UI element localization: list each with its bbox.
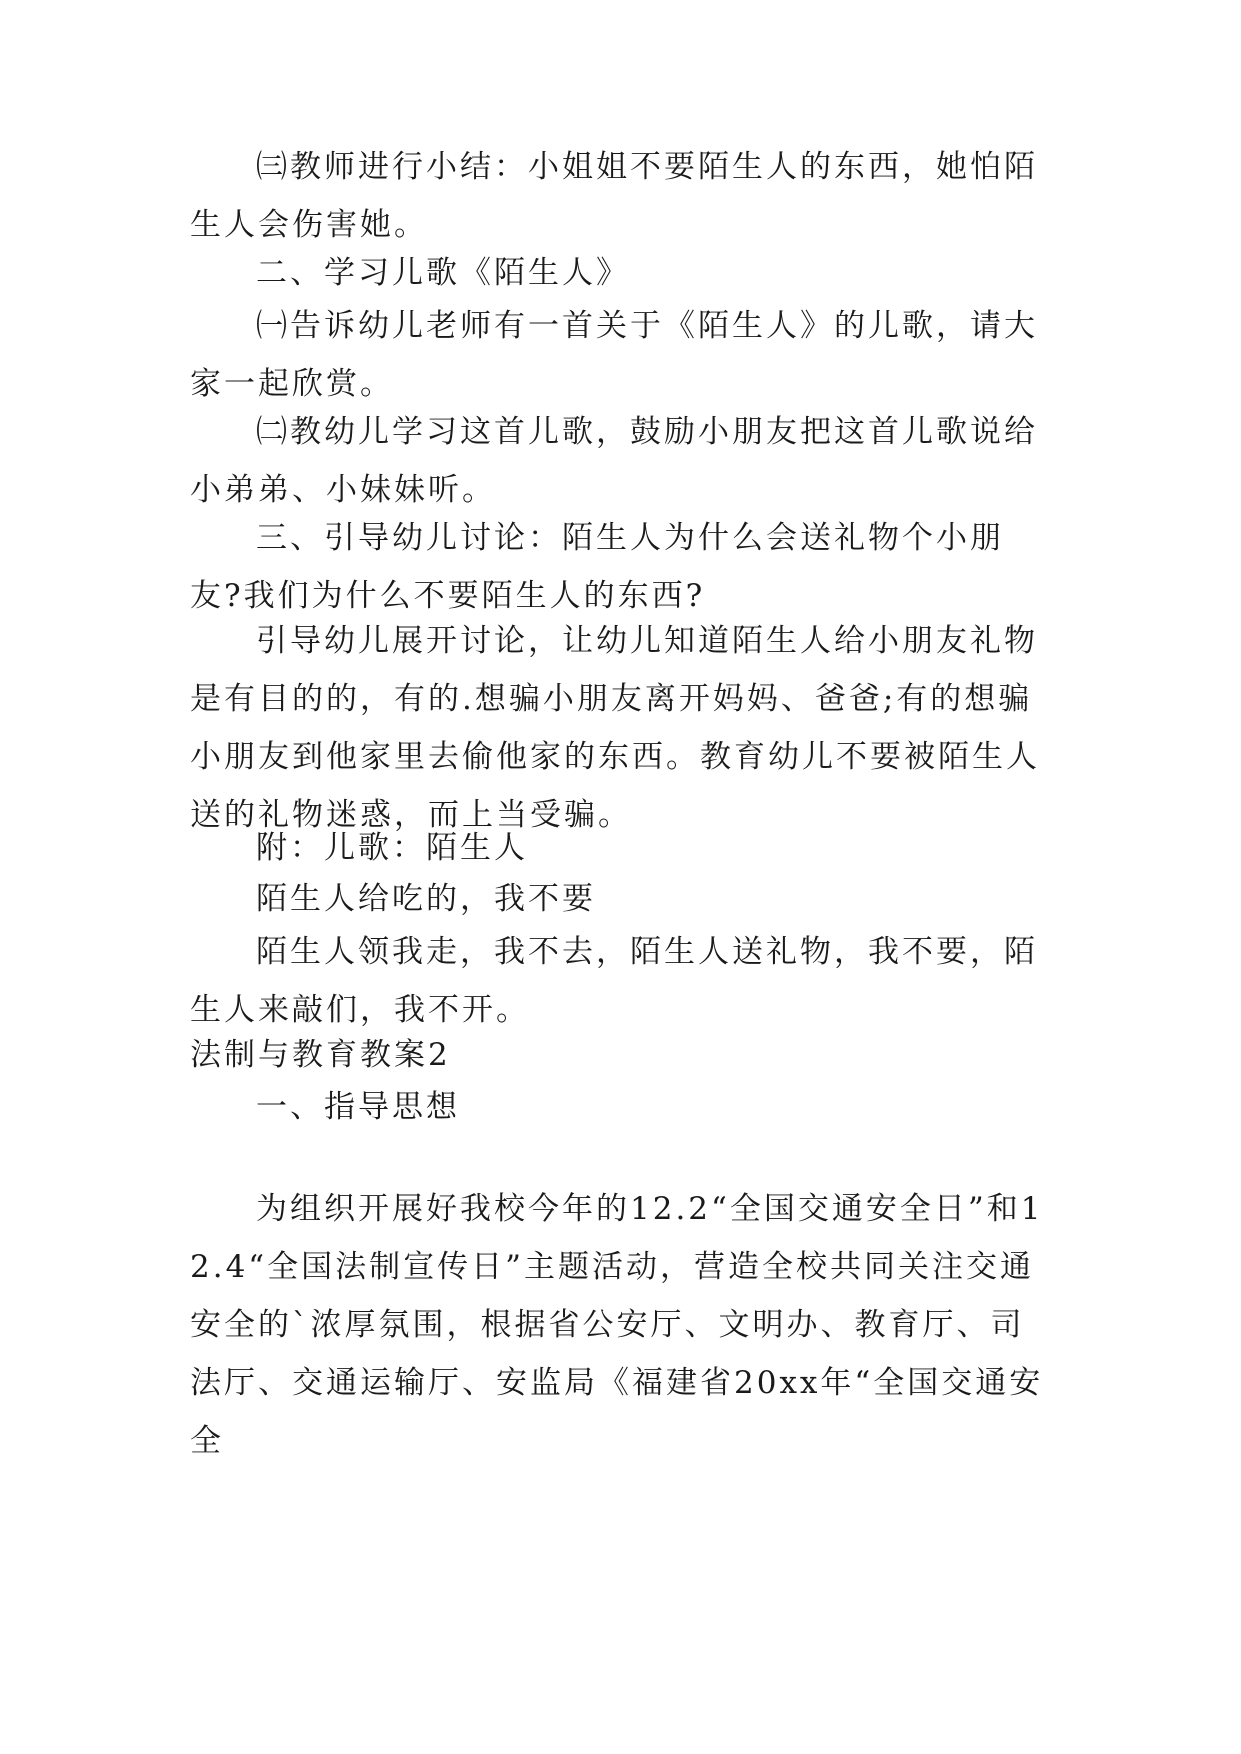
paragraph-song-line-2: 陌生人领我走，我不去，陌生人送礼物，我不要，陌生人来敲们，我不开。 [190,934,1038,1028]
paragraph-song-line-1: 陌生人给吃的，我不要 [256,881,596,917]
paragraph-tell-children: ㈠告诉幼儿老师有一首关于《陌生人》的儿歌，请大家一起欣赏。 [190,308,1038,402]
paragraph-appendix-title: 附：儿歌：陌生人 [256,830,528,866]
paragraph-teach-song: ㈡教幼儿学习这首儿歌，鼓励小朋友把这首儿歌说给小弟弟、小妹妹听。 [190,414,1038,508]
paragraph-discussion-content: 引导幼儿展开讨论，让幼儿知道陌生人给小朋友礼物是有目的的，有的.想骗小朋友离开妈妈、爸爸;有的想骗小朋友到他家里去偷他家的东西。教育幼儿不要被陌生人送的礼物迷惑，而上当受骗。 [190,623,1040,833]
paragraph-teacher-summary: ㈢教师进行小结：小姐姐不要陌生人的东西，她怕陌生人会伤害她。 [190,149,1038,243]
heading-guide-discussion: 三、引导幼儿讨论：陌生人为什么会送礼物个小朋友?我们为什么不要陌生人的东西? [190,520,1004,614]
heading-guiding-thought: 一、指导思想 [256,1089,460,1125]
section-title-lesson-2: 法制与教育教案2 [190,1037,451,1073]
heading-learn-song: 二、学习儿歌《陌生人》 [256,255,630,291]
paragraph-guiding-thought: 为组织开展好我校今年的12.2“全国交通安全日”和12.4“全国法制宣传日”主题活动，营造全校共同关注交通安全的`浓厚氛围，根据省公安厅、文明办、教育厅、司法厅、交通运输厅、安监局《福建省20xx年“全国交通安全 [190,1191,1044,1459]
